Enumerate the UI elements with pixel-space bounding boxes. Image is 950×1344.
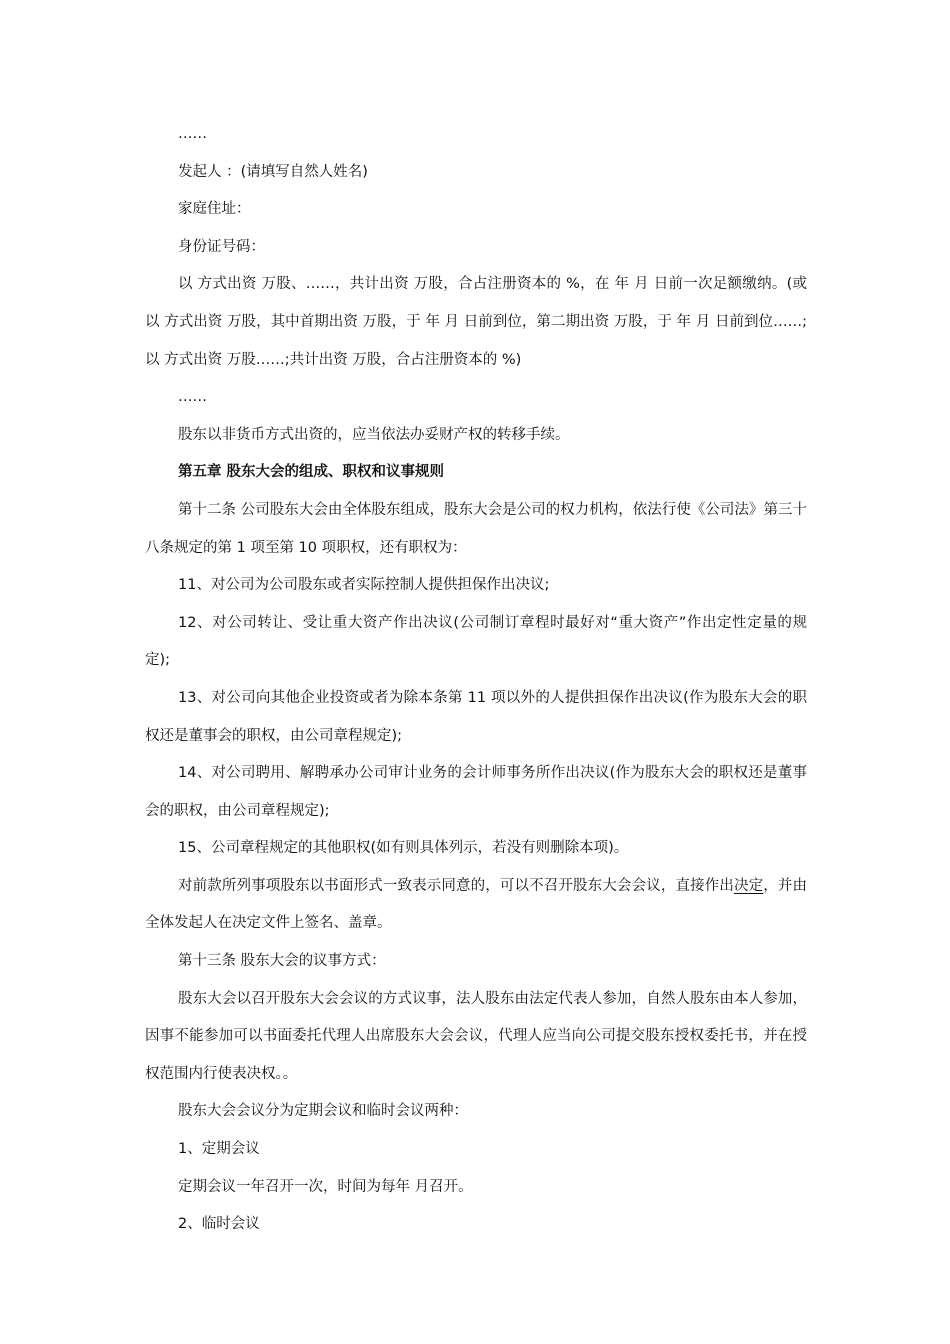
regular-meeting-paragraph: 定期会议一年召开一次，时间为每年 月召开。 [178,1178,473,1195]
power-item-15: 15、公司章程规定的其他职权(如有则具体列示，若没有则删除本项)。 [178,840,629,857]
ellipsis-line: …… [178,389,207,406]
meeting-procedure-paragraph: 股东大会以召开股东大会会议的方式议事，法人股东由法定代表人参加，自然人股东由本人参加，因事不能参加可以书面委托代理人出席股东大会会议，代理人应当向公司提交股东授权委托书，并在授权范围内行使表决权。。 [145,990,807,1082]
written-consent-text-before: 对前款所列事项股东以书面形式一致表示同意的，可以不召开股东大会会议，直接作出 [178,877,734,894]
article-thirteen-paragraph: 第十三条 股东大会的议事方式： [178,953,386,970]
document-body [145,116,807,1244]
ellipsis-line: …… [178,126,207,142]
regular-meeting-heading: 1、定期会议 [178,1141,260,1158]
article-twelve-paragraph: 第十二条 公司股东大会由全体股东组成，股东大会是公司的权力机构，依法行使《公司法》第三十八条规定的第 1 项至第 10 项职权，还有职权为： [145,501,807,556]
written-consent-text-after: ，并由全体发起人在决定文件上签名、盖章。 [145,877,808,932]
meeting-types-paragraph: 股东大会会议分为定期会议和临时会议两种： [178,1103,468,1120]
id-number-line: 身份证号码： [178,238,265,255]
written-consent-paragraph [145,868,807,943]
promoter-name-line: 发起人 ：(请填写自然人姓名) [178,163,368,180]
capital-contribution-paragraph: 以 方式出资 万股、……，共计出资 万股，合占注册资本的 %，在 年 月 日前一次足额缴纳。(或以 方式出资 万股，其中首期出资 万股，于 年 月 日前到位，第二期出资 万股，于 年 月 日前到位……;以 方式出资 万股……;共计出资 万股，合占注册资本的 %) [145,276,807,368]
chapter-five-heading: 第五章 股东大会的组成、职权和议事规则 [178,464,445,481]
power-item-13: 13、对公司向其他企业投资或者为除本条第 11 项以外的人提供担保作出决议(作为股东大会的职权还是董事会的职权，由公司章程规定); [145,689,807,744]
power-item-12: 12、对公司转让、受让重大资产作出决议(公司制订章程时最好对“重大资产”作出定性定量的规定); [145,614,807,669]
home-address-line: 家庭住址： [178,201,251,218]
power-item-14: 14、对公司聘用、解聘承办公司审计业务的会计师事务所作出决议(作为股东大会的职权还是董事会的职权，由公司章程规定); [145,765,807,819]
non-monetary-contribution-paragraph: 股东以非货币方式出资的，应当依法办妥财产权的转移手续。 [178,426,570,443]
decision-underlined-term: 决定 [733,877,764,894]
temporary-meeting-heading: 2、临时会议 [178,1216,260,1233]
power-item-11: 11、对公司为公司股东或者实际控制人提供担保作出决议; [178,577,550,594]
